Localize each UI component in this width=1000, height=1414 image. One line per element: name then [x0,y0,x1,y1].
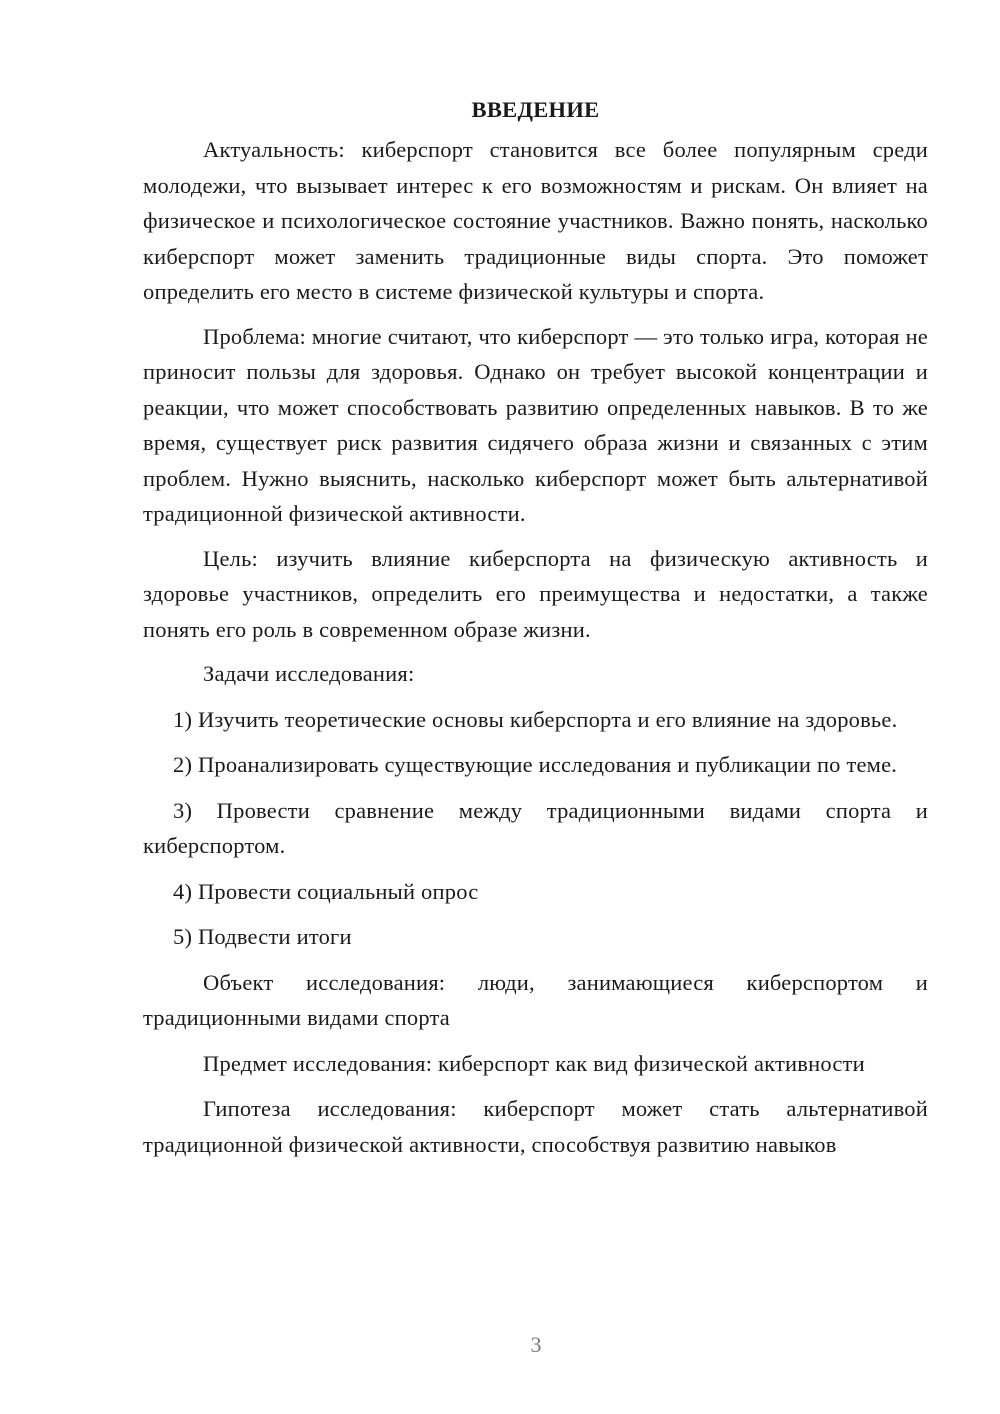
task-item-5: 5) Подвести итоги [173,924,352,949]
tasks-heading: Задачи исследования: [203,661,415,686]
paragraph-goal: Цель: изучить влияние киберспорта на физическую активность и здоровье участников, определить его преимущества и недостатки, а также понять его роль в современном образе жизни. [143,545,928,642]
task-item-3: 3) Провести сравнение между традиционными видами спорта и киберспортом. [143,797,928,858]
paragraph-subject: Предмет исследования: киберспорт как вид физической активности [203,1050,865,1076]
paragraph-hypothesis: Гипотеза исследования: киберспорт может стать альтернативой традиционной физической активности, способствуя развитию навыков [143,1096,928,1157]
page-number: 3 [530,1332,542,1357]
paragraph-object: Объект исследования: люди, занимающиеся киберспортом и традиционными видами спорта [143,969,928,1030]
paragraph-relevance: Актуальность: киберспорт становится все более популярным среди молодежи, что вызывает интерес к его возможностям и рискам. Он влияет на физическое и психологическое состояние участников. Важно понять, насколько киберспорт может заменить традиционные виды спорта. Это поможет определить его место в системе физической культуры и спорта. [143,137,928,304]
task-item-4: 4) Провести социальный опрос [173,878,479,904]
page-content [143,92,928,1162]
task-item-1: 1) Изучить теоретические основы киберспорта и его влияние на здоровье. [173,706,898,732]
section-title: ВВЕДЕНИЕ [471,97,600,122]
paragraph-problem: Проблема: многие считают, что киберспорт — это только игра, которая не приносит пользы для здоровья. Однако он требует высокой концентрации и реакции, что может способствовать развитию определенных навыков. В то же время, существует риск развития сидячего образа жизни и связанных с этим проблем. Нужно выяснить, насколько киберспорт может быть альтернативой традиционной физической активности. [143,323,928,526]
task-item-2: 2) Проанализировать существующие исследования и публикации по теме. [173,752,898,777]
